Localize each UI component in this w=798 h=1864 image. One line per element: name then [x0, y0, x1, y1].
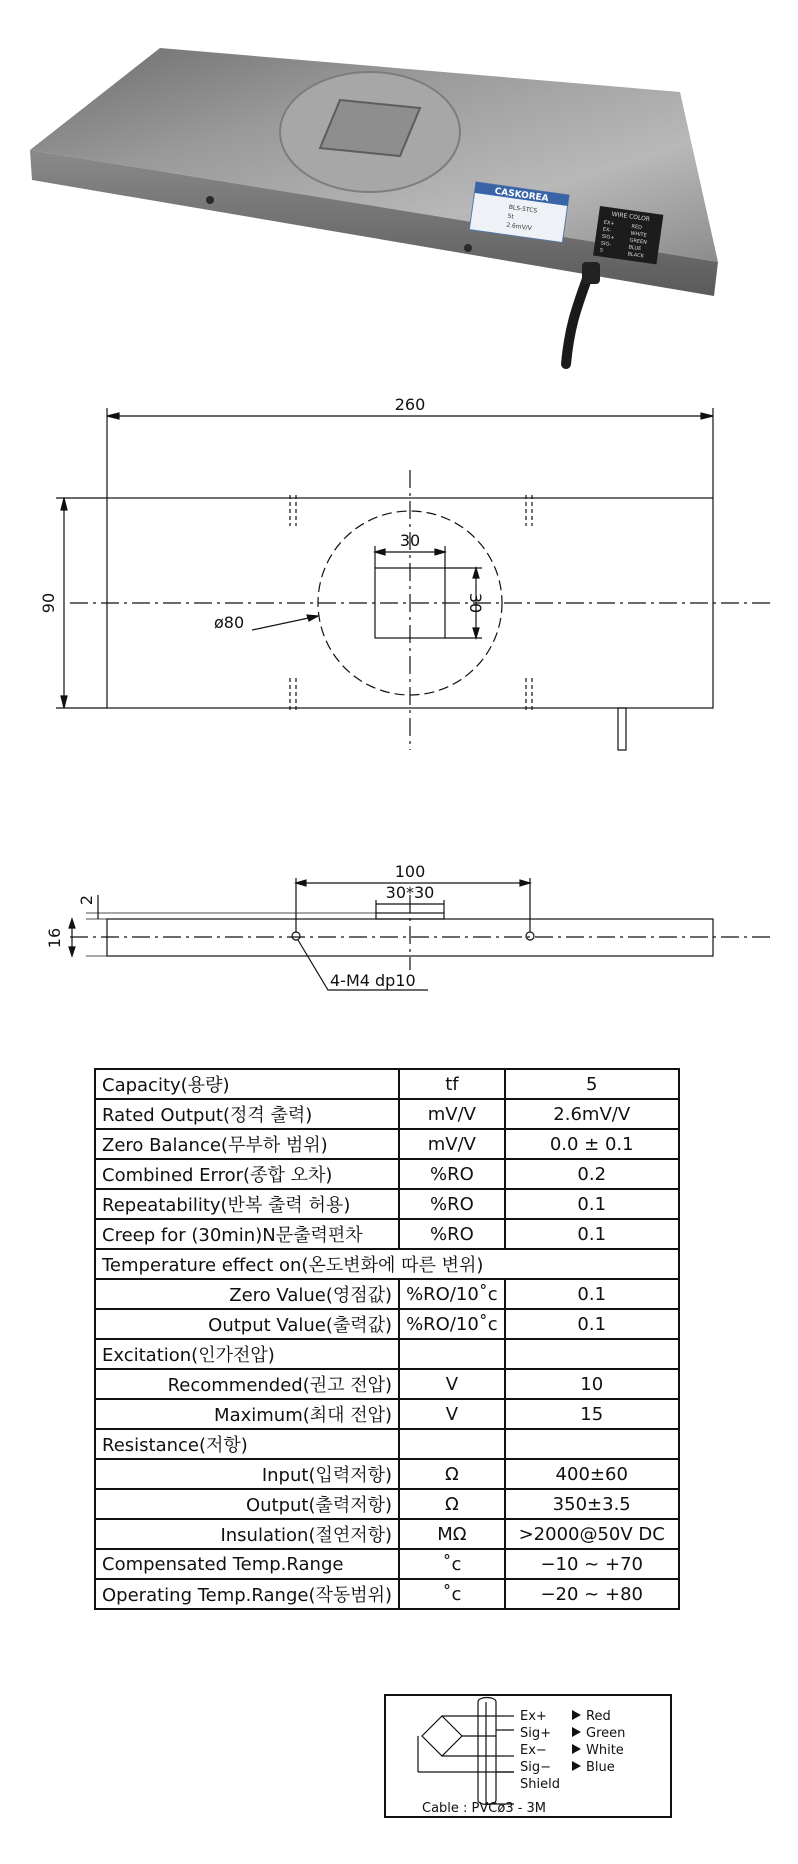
wire-color-panel: [593, 206, 663, 264]
spec-value-cell: 400±60: [505, 1459, 679, 1489]
arrow-right-icon: [572, 1761, 581, 1771]
spec-unit-cell: [399, 1429, 505, 1459]
wire-panel-pin: S: [599, 247, 604, 254]
spec-param-cell: Rated Output(정격 출력): [95, 1099, 399, 1129]
spec-value-cell: 350±3.5: [505, 1489, 679, 1519]
wire-panel-color: WHITE: [630, 230, 648, 239]
product-photo: [0, 0, 798, 370]
wire-pin-label: Sig−: [520, 1760, 552, 1775]
spec-row: [95, 1069, 679, 1099]
dim-square-w-label: 30: [399, 531, 421, 550]
spec-param-cell: Output(출력저항): [95, 1489, 399, 1519]
spec-param-cell: Input(입력저항): [95, 1459, 399, 1489]
wire-pin-label: Sig+: [520, 1726, 552, 1741]
cable: [566, 270, 590, 364]
spec-value-cell: 0.1: [505, 1309, 679, 1339]
spec-unit-cell: mV/V: [399, 1099, 505, 1129]
dim-width-label: 260: [394, 395, 426, 414]
wire-pin-label: Shield: [520, 1777, 560, 1792]
screw-hole: [206, 196, 214, 204]
spec-unit-cell: [399, 1339, 505, 1369]
spec-unit-cell: ˚c: [399, 1549, 505, 1579]
spec-value-cell: 0.2: [505, 1159, 679, 1189]
spec-unit-cell: Ω: [399, 1489, 505, 1519]
spec-param-cell: Maximum(최대 전압): [95, 1399, 399, 1429]
dim-circle-label: ø80: [214, 613, 245, 632]
wire-panel-color: BLACK: [627, 251, 645, 260]
threaded-hole: [290, 495, 296, 526]
wire-panel-pin: SIG-: [600, 240, 612, 248]
spec-value-cell: 15: [505, 1399, 679, 1429]
spec-row: [95, 1339, 679, 1369]
wire-panel-color: GREEN: [629, 237, 648, 246]
threaded-hole: [526, 495, 532, 526]
wire-panel-title: WIRE COLOR: [611, 210, 651, 224]
spec-param-cell: Resistance(저항): [95, 1429, 399, 1459]
spec-value-cell: −20 ~ +80: [505, 1579, 679, 1609]
spec-param-cell: Creep for (30min)N문출력편차: [95, 1219, 399, 1249]
label-line: BLS-5TCS: [508, 203, 538, 215]
wire-panel-pin: SIG+: [601, 233, 615, 242]
screw-hole: [464, 244, 472, 252]
spec-row: [95, 1219, 679, 1249]
spec-unit-cell: %RO: [399, 1219, 505, 1249]
spec-param-cell: Output Value(출력값): [95, 1309, 399, 1339]
wire-panel-pin: EX+: [603, 219, 615, 228]
spec-row: [95, 1159, 679, 1189]
spec-value-cell: −10 ~ +70: [505, 1549, 679, 1579]
wire-panel-color: BLUE: [628, 244, 642, 253]
label-line: 2.6mV/V: [505, 221, 533, 233]
wire-panel-pin: EX-: [602, 226, 612, 234]
spec-value-cell: [505, 1429, 679, 1459]
wiring-diagram: [384, 1694, 672, 1818]
spec-row: [95, 1249, 679, 1279]
dim-height-label: 90: [39, 592, 58, 614]
spec-row: [95, 1429, 679, 1459]
wire-color-label: Blue: [586, 1760, 615, 1775]
dim-pad-height-label: 2: [77, 894, 96, 906]
spec-row: [95, 1579, 679, 1609]
spec-value-cell: 0.0 ± 0.1: [505, 1129, 679, 1159]
spec-param-cell: Insulation(절연저항): [95, 1519, 399, 1549]
dim-thickness-label: 16: [45, 927, 64, 949]
spec-param-cell: Compensated Temp.Range: [95, 1549, 399, 1579]
spec-value-cell: 0.1: [505, 1189, 679, 1219]
spec-row: [95, 1459, 679, 1489]
spec-param-cell: Excitation(인가전압): [95, 1339, 399, 1369]
spec-param-cell: Zero Value(영점값): [95, 1279, 399, 1309]
label-line: 5t: [507, 212, 515, 221]
spec-unit-cell: %RO: [399, 1189, 505, 1219]
spec-row: [95, 1099, 679, 1129]
side-hole: [526, 932, 534, 940]
wire-color-label: Green: [586, 1726, 626, 1741]
wire-color-label: White: [586, 1743, 624, 1758]
wire-pin-label: Ex−: [520, 1743, 547, 1758]
spec-section-heading: Temperature effect on(온도변화에 따른 변위): [95, 1249, 679, 1279]
threaded-hole: [290, 678, 296, 710]
spec-value-cell: 2.6mV/V: [505, 1099, 679, 1129]
wire-panel-color: RED: [631, 223, 643, 232]
spec-unit-cell: MΩ: [399, 1519, 505, 1549]
cable-stub: [618, 708, 626, 750]
spec-unit-cell: V: [399, 1369, 505, 1399]
side-hole: [292, 932, 300, 940]
spec-row: [95, 1489, 679, 1519]
spec-row: [95, 1309, 679, 1339]
spec-row: [95, 1369, 679, 1399]
spec-value-cell: 10: [505, 1369, 679, 1399]
spec-row: [95, 1399, 679, 1429]
arrow-right-icon: [572, 1744, 581, 1754]
spec-value-cell: 0.1: [505, 1279, 679, 1309]
spec-param-cell: Zero Balance(무부하 범위): [95, 1129, 399, 1159]
arrow-right-icon: [572, 1710, 581, 1720]
thread-note-label: 4-M4 dp10: [330, 971, 416, 990]
cable-gland: [582, 262, 600, 284]
spec-table: [94, 1068, 680, 1610]
cable-spec: Cable : PVCø3 - 3M: [422, 1801, 547, 1816]
spec-row: [95, 1519, 679, 1549]
bridge-circuit: [418, 1698, 514, 1805]
spec-unit-cell: %RO/10˚c: [399, 1309, 505, 1339]
spec-unit-cell: %RO/10˚c: [399, 1279, 505, 1309]
spec-value-cell: 5: [505, 1069, 679, 1099]
spec-param-cell: Capacity(용량): [95, 1069, 399, 1099]
spec-unit-cell: Ω: [399, 1459, 505, 1489]
spec-value-cell: >2000@50V DC: [505, 1519, 679, 1549]
spec-param-cell: Recommended(권고 전압): [95, 1369, 399, 1399]
spec-unit-cell: %RO: [399, 1159, 505, 1189]
spec-row: [95, 1549, 679, 1579]
label-brand: CASKOREA: [493, 186, 550, 205]
spec-row: [95, 1279, 679, 1309]
technical-drawing: [0, 370, 798, 1030]
arrow-right-icon: [572, 1727, 581, 1737]
spec-param-cell: Repeatability(반복 출력 허용): [95, 1189, 399, 1219]
spec-param-cell: Operating Temp.Range(작동범위): [95, 1579, 399, 1609]
spec-value-cell: [505, 1339, 679, 1369]
threaded-hole: [526, 678, 532, 710]
wire-color-label: Red: [586, 1709, 611, 1724]
spec-row: [95, 1189, 679, 1219]
spec-unit-cell: V: [399, 1399, 505, 1429]
dim-square-h-label: 30: [466, 592, 485, 614]
spec-unit-cell: mV/V: [399, 1129, 505, 1159]
spec-value-cell: 0.1: [505, 1219, 679, 1249]
dim-bolt-spacing-label: 100: [394, 862, 426, 881]
dim-pad-label: 30*30: [385, 883, 435, 902]
spec-param-cell: Combined Error(종합 오차): [95, 1159, 399, 1189]
spec-unit-cell: tf: [399, 1069, 505, 1099]
spec-row: [95, 1129, 679, 1159]
wire-pin-label: Ex+: [520, 1709, 547, 1724]
spec-unit-cell: ˚c: [399, 1579, 505, 1609]
